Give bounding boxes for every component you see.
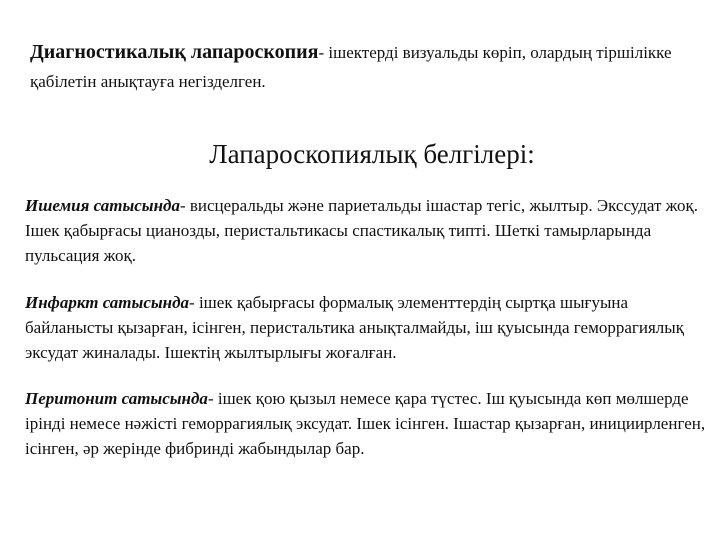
peritonitis-stage-paragraph xyxy=(25,386,717,461)
infarction-stage-text: - ішек қабырғасы формалық элементтердің сыртқа шығуына байланысты қызарған, ісінген, перистальтика анықталмайды, іш қуысында геморрагиялық эксудат жиналады. Ішектің жылтырлығы жоғалған. xyxy=(25,293,684,362)
ischemia-stage-paragraph xyxy=(25,193,717,268)
ischemia-stage-lead: Ишемия сатысында xyxy=(25,196,180,215)
intro-paragraph xyxy=(30,38,710,96)
section-heading-text: Лапароскопиялық белгілері: xyxy=(209,139,535,169)
infarction-stage-paragraph xyxy=(25,290,717,365)
infarction-stage-lead: Инфаркт сатысында xyxy=(25,293,190,312)
peritonitis-stage-text: - ішек қою қызыл немесе қара түстес. Іш қуысында көп мөлшерде ірінді немесе нәжісті геморрагиялық эксудат. Ішек ісінген. Ішастар қызарған, инициирленген, ісінген, әр жерінде фибринді жабындылар бар. xyxy=(25,389,706,458)
peritonitis-stage-lead: Перитонит сатысында xyxy=(25,389,208,408)
ischemia-stage-text: - висцеральды және париетальды ішастар тегіс, жылтыр. Экссудат жоқ. Ішек қабырғасы цианозды, перистальтикасы спастикалық типті. Шеткі тамырларында пульсация жоқ. xyxy=(25,196,698,265)
section-heading xyxy=(0,137,720,171)
intro-text: - ішектерді визуальды көріп, олардың тіршілікке қабілетін анықтауға негізделген. xyxy=(30,43,672,91)
intro-term: Диагностикалық лапароскопия xyxy=(30,41,319,63)
